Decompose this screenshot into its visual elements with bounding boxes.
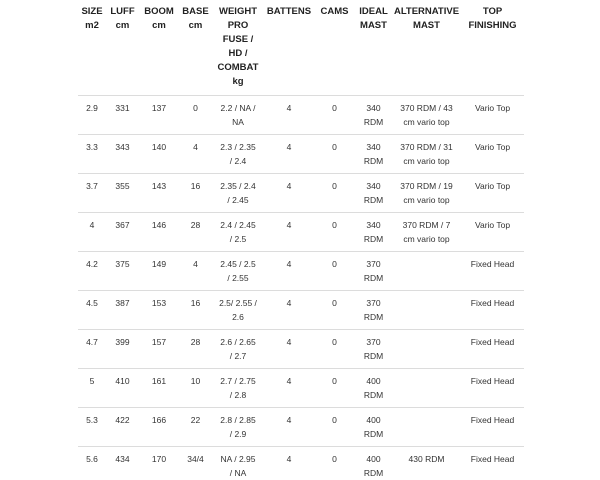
cell-battens: 4: [264, 251, 314, 290]
cell-size: 4.2: [78, 251, 106, 290]
cell-weight: 2.6 / 2.65 / 2.7: [212, 329, 264, 368]
cell-alternative-mast: 370 RDM / 7 cm vario top: [392, 212, 461, 251]
cell-battens: 4: [264, 290, 314, 329]
cell-alternative-mast: [392, 407, 461, 446]
cell-luff: 387: [106, 290, 139, 329]
cell-cams: 0: [314, 173, 355, 212]
cell-cams: 0: [314, 290, 355, 329]
cell-base: 4: [179, 134, 212, 173]
cell-boom: 140: [139, 134, 179, 173]
cell-weight: NA / 2.95 / NA: [212, 446, 264, 480]
table-body: [78, 95, 524, 480]
table-row: [78, 329, 524, 368]
cell-weight: 2.4 / 2.45 / 2.5: [212, 212, 264, 251]
cell-weight: 2.3 / 2.35 / 2.4: [212, 134, 264, 173]
cell-size: 4: [78, 212, 106, 251]
column-header-cams: CAMS: [320, 6, 349, 17]
column-header-battens: BATTENS: [266, 6, 312, 17]
cell-alternative-mast: 370 RDM / 43 cm vario top: [392, 95, 461, 134]
cell-weight: 2.2 / NA / NA: [212, 95, 264, 134]
cell-ideal-mast: 400 RDM: [355, 407, 392, 446]
cell-alternative-mast: 430 RDM: [392, 446, 461, 480]
cell-cams: 0: [314, 134, 355, 173]
cell-battens: 4: [264, 446, 314, 480]
table-row: [78, 95, 524, 134]
cell-cams: 0: [314, 251, 355, 290]
cell-weight: 2.8 / 2.85 / 2.9: [212, 407, 264, 446]
cell-luff: 410: [106, 368, 139, 407]
column-header-ideal-mast: IDEAL MAST: [359, 6, 388, 31]
cell-ideal-mast: 340 RDM: [355, 95, 392, 134]
cell-luff: 367: [106, 212, 139, 251]
cell-base: 16: [179, 173, 212, 212]
column-header-base: BASE cm: [182, 6, 209, 31]
cell-cams: 0: [314, 212, 355, 251]
cell-luff: 434: [106, 446, 139, 480]
cell-ideal-mast: 340 RDM: [355, 212, 392, 251]
cell-battens: 4: [264, 173, 314, 212]
cell-top-finishing: Fixed Head: [461, 290, 524, 329]
column-header-top-finishing: TOP FINISHING: [468, 6, 517, 31]
cell-ideal-mast: 370 RDM: [355, 329, 392, 368]
cell-size: 2.9: [78, 95, 106, 134]
cell-ideal-mast: 400 RDM: [355, 368, 392, 407]
table-row: [78, 251, 524, 290]
column-header-size: SIZE m2: [81, 6, 103, 31]
cell-luff: 331: [106, 95, 139, 134]
table-header-row: [78, 2, 524, 95]
cell-boom: 170: [139, 446, 179, 480]
cell-weight: 2.5/ 2.55 / 2.6: [212, 290, 264, 329]
cell-cams: 0: [314, 407, 355, 446]
cell-alternative-mast: [392, 251, 461, 290]
cell-top-finishing: Fixed Head: [461, 251, 524, 290]
cell-base: 28: [179, 329, 212, 368]
cell-alternative-mast: [392, 329, 461, 368]
cell-top-finishing: Fixed Head: [461, 407, 524, 446]
cell-cams: 0: [314, 446, 355, 480]
cell-top-finishing: Vario Top: [461, 173, 524, 212]
cell-base: 34/4: [179, 446, 212, 480]
column-header-luff: LUFF cm: [110, 6, 135, 31]
table-row: [78, 173, 524, 212]
cell-boom: 146: [139, 212, 179, 251]
cell-boom: 137: [139, 95, 179, 134]
cell-base: 0: [179, 95, 212, 134]
cell-battens: 4: [264, 407, 314, 446]
cell-alternative-mast: [392, 368, 461, 407]
cell-luff: 422: [106, 407, 139, 446]
cell-cams: 0: [314, 329, 355, 368]
cell-size: 3.7: [78, 173, 106, 212]
cell-boom: 161: [139, 368, 179, 407]
cell-cams: 0: [314, 368, 355, 407]
cell-alternative-mast: 370 RDM / 19 cm vario top: [392, 173, 461, 212]
cell-battens: 4: [264, 368, 314, 407]
column-header-weight: WEIGHT PRO FUSE / HD / COMBAT kg: [217, 6, 259, 87]
cell-ideal-mast: 400 RDM: [355, 446, 392, 480]
cell-size: 3.3: [78, 134, 106, 173]
cell-base: 10: [179, 368, 212, 407]
table-row: [78, 407, 524, 446]
cell-size: 5.3: [78, 407, 106, 446]
cell-boom: 153: [139, 290, 179, 329]
cell-size: 4.7: [78, 329, 106, 368]
column-header-boom: BOOM cm: [144, 6, 174, 31]
cell-top-finishing: Fixed Head: [461, 446, 524, 480]
cell-ideal-mast: 370 RDM: [355, 251, 392, 290]
cell-top-finishing: Vario Top: [461, 134, 524, 173]
cell-weight: 2.45 / 2.5 / 2.55: [212, 251, 264, 290]
cell-base: 22: [179, 407, 212, 446]
cell-boom: 143: [139, 173, 179, 212]
sail-spec-table: [78, 2, 524, 480]
column-header-alternative-mast: ALTERNATIVE MAST: [393, 6, 460, 31]
cell-top-finishing: Vario Top: [461, 95, 524, 134]
cell-top-finishing: Vario Top: [461, 212, 524, 251]
cell-ideal-mast: 370 RDM: [355, 290, 392, 329]
cell-boom: 149: [139, 251, 179, 290]
table-row: [78, 290, 524, 329]
cell-size: 4.5: [78, 290, 106, 329]
cell-battens: 4: [264, 134, 314, 173]
table-row: [78, 134, 524, 173]
cell-weight: 2.7 / 2.75 / 2.8: [212, 368, 264, 407]
table-row: [78, 446, 524, 480]
cell-luff: 375: [106, 251, 139, 290]
cell-top-finishing: Fixed Head: [461, 368, 524, 407]
cell-alternative-mast: 370 RDM / 31 cm vario top: [392, 134, 461, 173]
cell-boom: 157: [139, 329, 179, 368]
table-row: [78, 212, 524, 251]
cell-boom: 166: [139, 407, 179, 446]
cell-cams: 0: [314, 95, 355, 134]
cell-weight: 2.35 / 2.4 / 2.45: [212, 173, 264, 212]
cell-base: 16: [179, 290, 212, 329]
cell-base: 4: [179, 251, 212, 290]
cell-size: 5: [78, 368, 106, 407]
cell-battens: 4: [264, 212, 314, 251]
cell-ideal-mast: 340 RDM: [355, 134, 392, 173]
cell-size: 5.6: [78, 446, 106, 480]
table-row: [78, 368, 524, 407]
cell-battens: 4: [264, 329, 314, 368]
cell-luff: 399: [106, 329, 139, 368]
cell-top-finishing: Fixed Head: [461, 329, 524, 368]
cell-luff: 355: [106, 173, 139, 212]
cell-ideal-mast: 340 RDM: [355, 173, 392, 212]
cell-alternative-mast: [392, 290, 461, 329]
cell-base: 28: [179, 212, 212, 251]
cell-battens: 4: [264, 95, 314, 134]
cell-luff: 343: [106, 134, 139, 173]
